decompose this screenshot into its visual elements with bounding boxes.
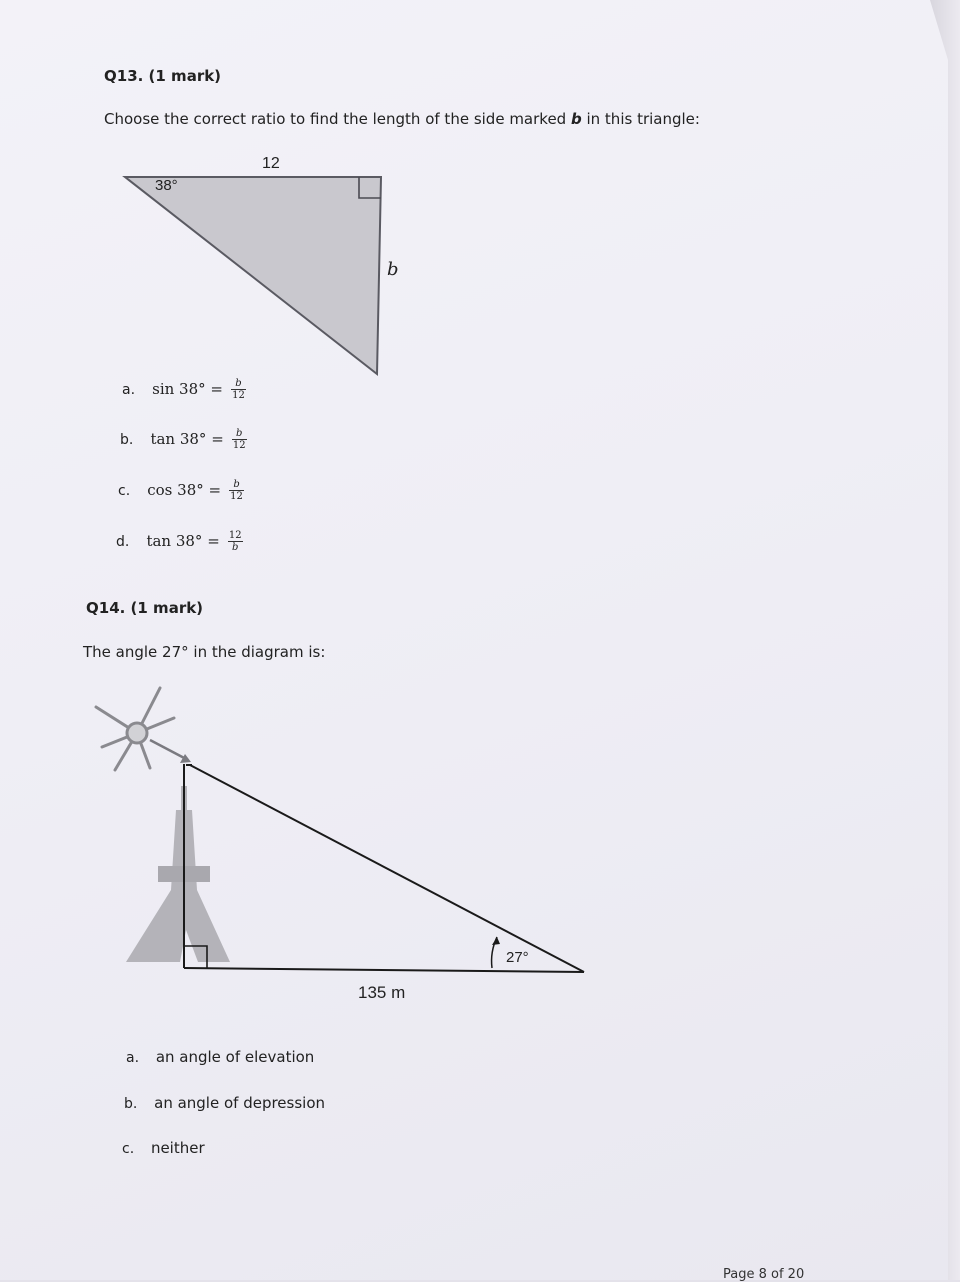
q13-triangle: [125, 177, 381, 374]
option-expression: cos 38° =: [147, 481, 222, 499]
option-fraction: [232, 428, 247, 451]
q13-title: Q13. (1 mark): [104, 67, 222, 85]
fraction-denominator: 12: [232, 440, 246, 451]
q13-angle-label: 38°: [155, 177, 178, 194]
fraction-numerator: b: [231, 378, 246, 390]
option-text: an angle of elevation: [155, 1048, 315, 1066]
page-number: Page 8 of 20: [723, 1267, 805, 1282]
fraction-numerator: b: [229, 479, 244, 491]
option-expression: sin 38° =: [152, 380, 223, 398]
option-fraction: [228, 530, 243, 553]
q14-angle-label: 27°: [506, 949, 529, 966]
q13-triangle-diagram: [125, 177, 381, 374]
q13-option-b: [120, 428, 247, 451]
q13-right-side-label: b: [387, 259, 399, 280]
tower-icon: [126, 786, 230, 962]
sun-ray-arrow: [150, 740, 188, 760]
q13-question-var: b: [570, 110, 582, 128]
q13-option-c: [118, 479, 244, 502]
q13-question-post: in this triangle:: [581, 110, 700, 128]
q14-question: The angle 27° in the diagram is:: [83, 643, 326, 661]
q14-option-a: [126, 1048, 314, 1066]
q13-option-a: [122, 378, 246, 401]
q13-option-d: [116, 530, 243, 553]
q13-question-pre: Choose the correct ratio to find the length of the side marked: [104, 110, 571, 128]
fraction-numerator: 12: [228, 530, 242, 541]
q13-top-side-label: 12: [262, 155, 280, 172]
sun-icon: [96, 688, 174, 770]
option-letter: a.: [126, 1050, 140, 1066]
fraction-denominator: 12: [232, 390, 245, 401]
option-letter: c.: [118, 483, 131, 499]
base-line: [184, 968, 584, 972]
fraction-numerator: b: [232, 428, 247, 440]
fraction-denominator: 12: [230, 491, 243, 502]
option-letter: a.: [122, 382, 136, 398]
option-expression: tan 38° =: [146, 532, 220, 550]
q14-diagram: [96, 688, 584, 972]
option-fraction: [229, 479, 244, 502]
option-text: an angle of depression: [154, 1094, 326, 1112]
option-letter: d.: [116, 534, 130, 550]
option-text: neither: [150, 1139, 205, 1157]
option-letter: c.: [122, 1141, 135, 1157]
option-expression: tan 38° =: [150, 430, 224, 448]
option-letter: b.: [120, 432, 134, 448]
q14-base-label: 135 m: [358, 983, 406, 1002]
fraction-denominator: b: [232, 542, 239, 553]
hypotenuse-line: [190, 765, 584, 972]
q14-option-b: [124, 1094, 325, 1112]
q14-title: Q14. (1 mark): [86, 599, 204, 617]
option-letter: b.: [124, 1096, 138, 1112]
option-fraction: [231, 378, 246, 401]
q14-option-c: [122, 1139, 205, 1157]
